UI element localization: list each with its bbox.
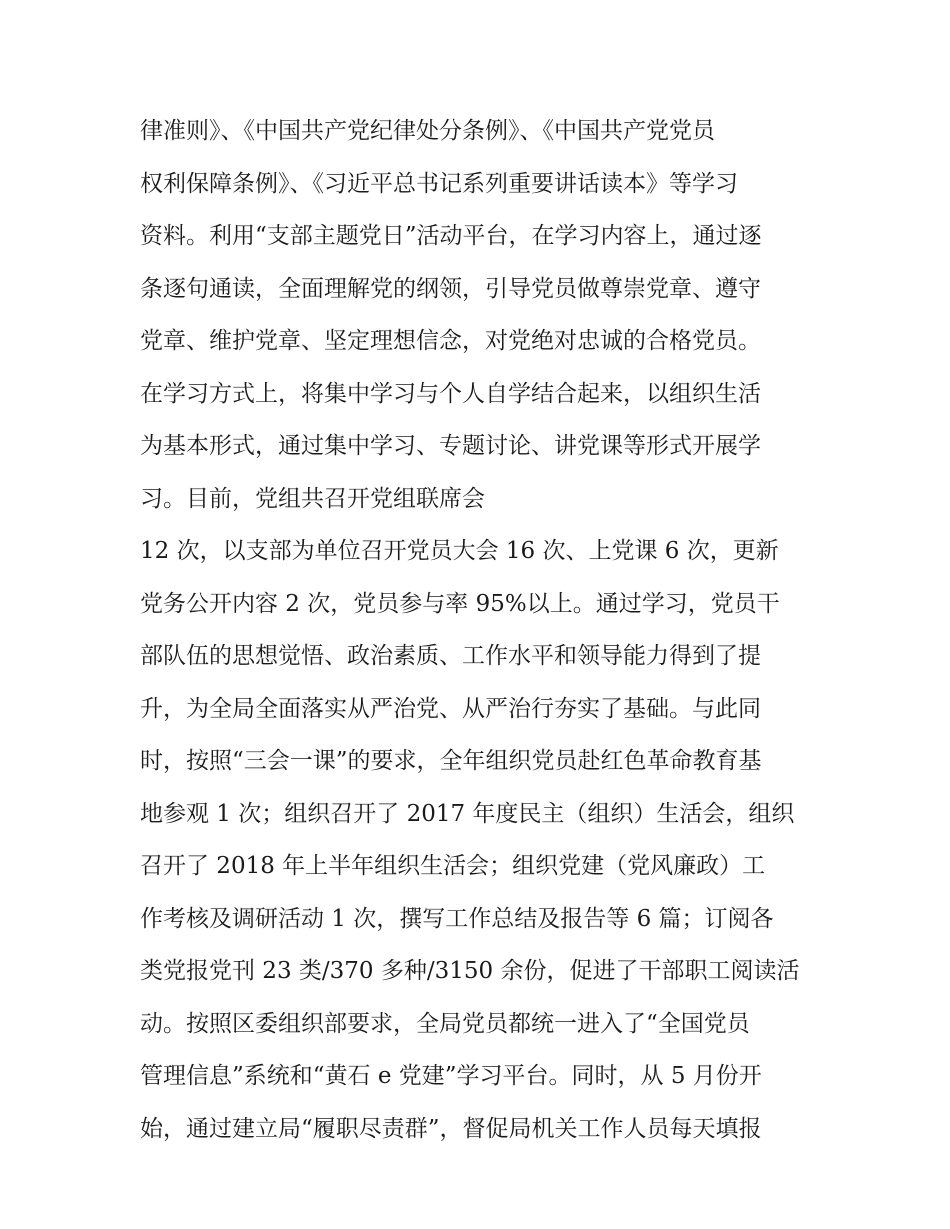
text-line: 在学习方式上，将集中学习与个人自学结合起来，以组织生活 bbox=[140, 380, 761, 407]
text-line: 为基本形式，通过集中学习、专题讨论、讲党课等形式开展学 bbox=[140, 433, 761, 459]
text-line: 动。按照区委组织部要求，全局党员都统一进入了“全国党员 bbox=[140, 1010, 750, 1037]
text-line: 党务公开内容 2 次，党员参与率 95%以上。通过学习，党员干 bbox=[140, 590, 780, 617]
text-line: 地参观 1 次；组织召开了 2017 年度民主（组织）生活会，组织 bbox=[140, 800, 795, 827]
body-text bbox=[140, 105, 820, 1155]
text-line: 律准则》、《中国共产党纪律处分条例》、《中国共产党党员 bbox=[140, 118, 715, 144]
text-line: 始，通过建立局“履职尽责群”，督促局机关工作人员每天填报 bbox=[140, 1115, 762, 1142]
text-line: 升，为全局全面落实从严治党、从严治行夯实了基础。与此同 bbox=[140, 695, 761, 722]
text-line: 党章、维护党章、坚定理想信念，对党绝对忠诚的合格党员。 bbox=[140, 328, 761, 354]
text-line: 部队伍的思想觉悟、政治素质、工作水平和领导能力得到了提 bbox=[140, 643, 761, 669]
text-line: 管理信息”系统和“黄石 e 党建”学习平台。同时，从 5 月份开 bbox=[140, 1063, 762, 1089]
text-line: 时，按照“三会一课”的要求，全年组织党员赴红色革命教育基 bbox=[140, 748, 762, 774]
text-line: 资料。利用“支部主题党日”活动平台，在学习内容上，通过逐 bbox=[140, 223, 762, 249]
text-line: 习。目前，党组共召开党组联席会 bbox=[140, 485, 485, 512]
text-line: 权利保障条例》、《习近平总书记系列重要讲话读本》等学习 bbox=[140, 170, 738, 197]
text-line: 条逐句通读，全面理解党的纲领，引导党员做尊崇党章、遵守 bbox=[140, 275, 761, 302]
text-line: 作考核及调研活动 1 次，撰写工作总结及报告等 6 篇；订阅各 bbox=[140, 905, 774, 932]
text-line: 类党报党刊 23 类/370 多种/3150 余份，促进了干部职工阅读活 bbox=[140, 958, 800, 984]
text-line: 12 次，以支部为单位召开党员大会 16 次、上党课 6 次，更新 bbox=[140, 538, 779, 564]
text-line: 召开了 2018 年上半年组织生活会；组织党建（党风廉政）工 bbox=[140, 853, 766, 879]
